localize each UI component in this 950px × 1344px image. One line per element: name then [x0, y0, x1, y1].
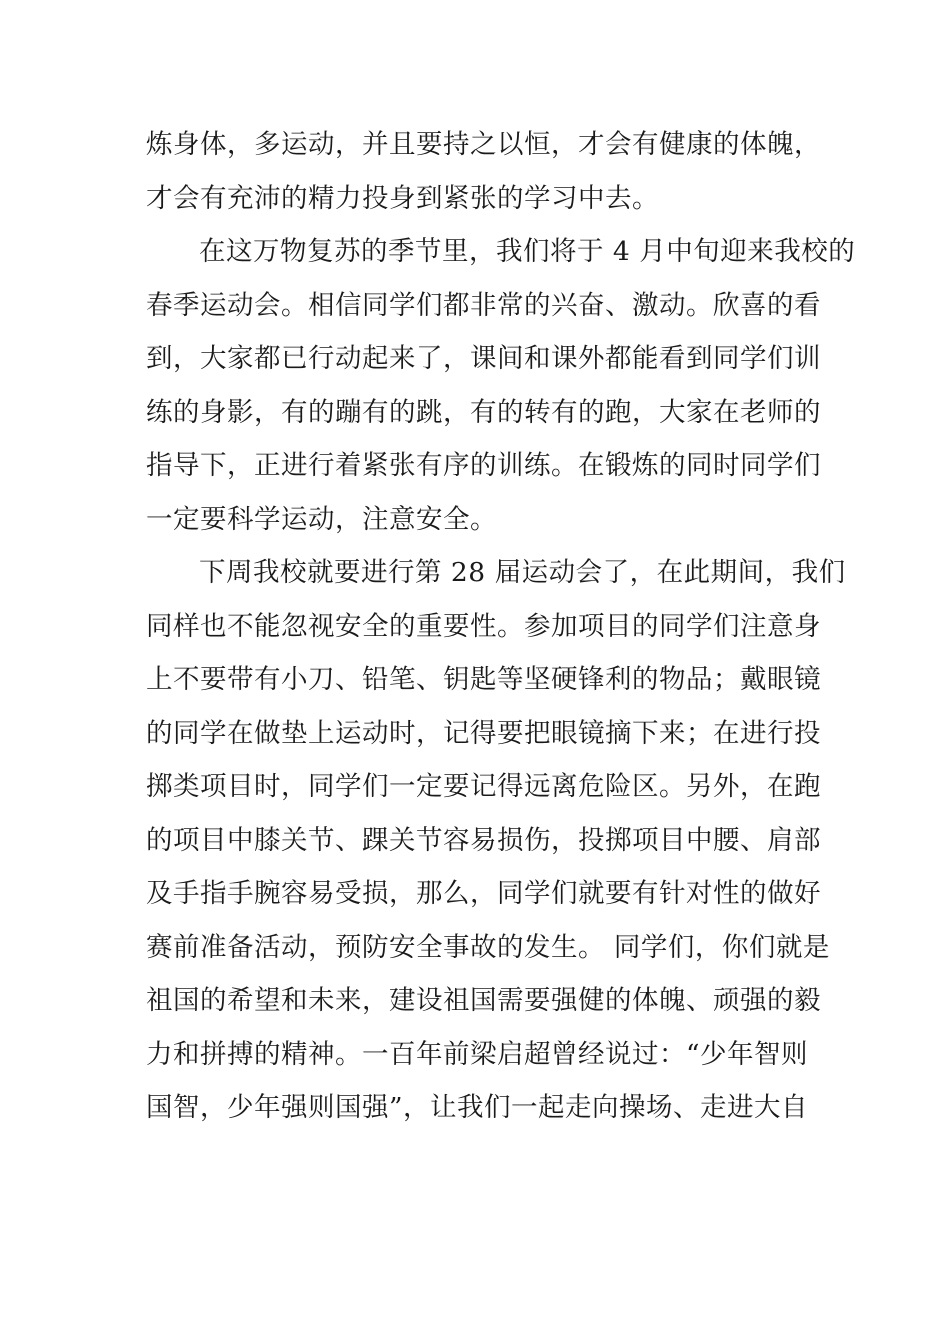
body-text [146, 118, 856, 1135]
text-line: 祖国的希望和未来，建设祖国需要强健的体魄、顽强的毅 [146, 985, 821, 1016]
text-line: 掷类项目时，同学们一定要记得远离危险区。另外，在跑 [146, 771, 821, 802]
text-line: 的项目中膝关节、踝关节容易损伤，投掷项目中腰、肩部 [146, 824, 821, 856]
text-line: 到，大家都已行动起来了，课间和课外都能看到同学们训 [146, 343, 821, 374]
paragraph-3 [146, 546, 846, 1135]
text-line: 春季运动会。相信同学们都非常的兴奋、激动。欣喜的看 [146, 289, 821, 321]
text-line: 的同学在做垫上运动时，记得要把眼镜摘下来；在进行投 [146, 717, 821, 749]
paragraph-1 [146, 118, 821, 225]
text-line: 及手指手腕容易受损，那么，同学们就要有针对性的做好 [146, 878, 821, 909]
text-line: 国智，少年强则国强”，让我们一起走向操场、走进大自 [146, 1092, 809, 1123]
text-line: 一定要科学运动，注意安全。 [146, 503, 497, 535]
text-line: 才会有充沛的精力投身到紧张的学习中去。 [146, 182, 659, 214]
text-line: 同样也不能忽视安全的重要性。参加项目的同学们注意身 [146, 610, 821, 642]
text-line: 指导下，正进行着紧张有序的训练。在锻炼的同时同学们 [146, 450, 821, 481]
text-line: 上不要带有小刀、铅笔、钥匙等坚硬锋利的物品；戴眼镜 [146, 664, 821, 695]
text-line: 下周我校就要进行第 28 届运动会了，在此期间，我们 [199, 557, 846, 588]
text-line: 在这万物复苏的季节里，我们将于 4 月中旬迎来我校的 [199, 236, 856, 267]
text-line: 赛前准备活动，预防安全事故的发生。 同学们，你们就是 [146, 931, 830, 963]
text-line: 练的身影，有的蹦有的跳，有的转有的跑，大家在老师的 [146, 396, 821, 428]
text-line: 力和拼搏的精神。一百年前梁启超曾经说过：“少年智则 [146, 1038, 809, 1070]
paragraph-2 [146, 225, 856, 546]
text-line: 炼身体，多运动，并且要持之以恒，才会有健康的体魄， [146, 129, 821, 160]
